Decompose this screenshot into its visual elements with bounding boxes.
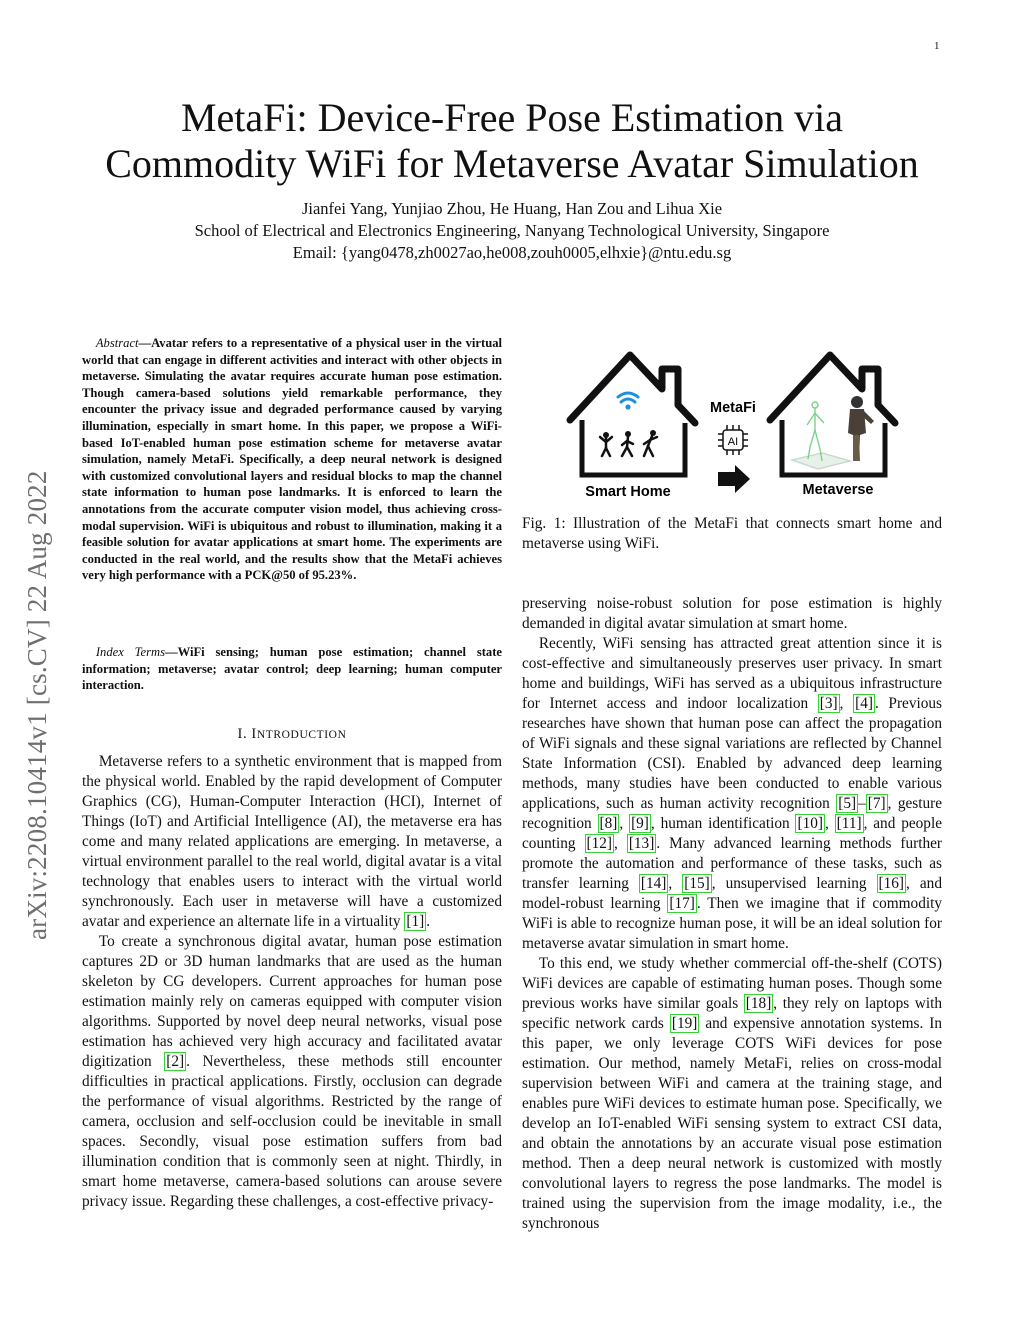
author-block [60,198,964,264]
citation-link[interactable]: [8] [599,815,618,832]
paragraph-text: . Nevertheless, these methods still encounter difficulties in practical applications. Firstly, occlusion can degrade the performance of visual algorithms. Restricted by the range of camera, occlusion and self-occlusion could be inevitable in small spaces. Secondly, visual pose estimation suffers from bad illumination condition that is commonly seen at night. Thirdly, in smart home metaverse, camera-based solutions can arouse severe privacy issue. Regarding these challenges, a cost-effective privacy- [82,1053,503,1210]
smart-home-label: Smart Home [585,484,671,500]
paper-title [60,95,964,187]
punctuation: , [824,815,835,832]
left-column-body [82,752,502,1212]
punctuation: , [619,815,630,832]
page-number: 1 [934,40,940,52]
citation-link[interactable]: [7] [867,795,886,812]
wifi-icon [618,393,638,410]
paragraph-text: , and model-robust learning [522,875,942,912]
figure-caption: Fig. 1: Illustration of the MetaFi that connects smart home and metaverse using WiFi. [522,515,942,552]
paragraph [522,634,942,954]
paragraph-text: Metaverse refers to a synthetic environment that is mapped from the physical world. Enabled by the rapid development of Computer Graphics (CG), Human-Computer Interaction (HCI), Internet of Things (IoT) and Artificial Intelligence (AI), the metaverse era has come and many related applications are emerging. In metaverse, a virtual environment parallel to the real world, digital avatar is a vital technology that enables users to interact with the virtual world synchronously. Each user in metaverse will have a customized avatar and experience an alternate life in a virtuality [82,753,502,930]
punctuation: , [668,875,683,892]
pose-skeleton-icon [792,402,850,469]
abstract-lead: Abstract [95,336,139,350]
citation-link[interactable]: [3] [819,695,838,712]
index-terms-lead: Index Terms [95,645,166,659]
paragraph-text: . Then we imagine that if commodity WiFi is able to recognize human pose, it will be an ideal solution for metaverse avatar simulation in smart home. [522,895,943,952]
figure-metafi-illustration [560,345,950,510]
title-line-2: Commodity WiFi for Metaverse Avatar Simulation [105,141,919,186]
section-title-rest: NTRODUCTION [256,729,347,741]
section-number: I. I [237,726,257,742]
punctuation: . [426,913,431,930]
avatar-figure-icon [848,396,874,461]
paragraph-text: . Previous researches have shown that human pose can affect the propagation of WiFi signals and these signal variations are reflected by Channel State Information (CSI). Enabled by advanced deep learning methods, many studies have been conducted to enable various applications, such as human activity recognition [522,695,942,812]
metaverse-label: Metaverse [802,482,874,498]
title-line-1: MetaFi: Device-Free Pose Estimation via [180,95,844,140]
punctuation: – [858,795,866,812]
citation-link[interactable]: [15] [684,875,710,892]
citation-link[interactable]: [17] [669,895,695,912]
index-terms-body: —WiFi sensing; human pose estimation; channel state information; metaverse; avatar control; deep learning; human computer interaction. [82,645,503,693]
ai-label: AI [727,436,739,448]
citation-link[interactable]: [19] [671,1015,698,1032]
index-terms [82,644,502,694]
abstract [82,335,502,584]
punctuation: , [614,835,627,852]
citation-link[interactable]: [10] [797,815,823,832]
citation-link[interactable]: [5] [838,795,857,812]
paragraph-text: , gesture recognition [522,795,942,832]
abstract-body: —Avatar refers to a representative of a physical user in the virtual world that can engage in different activities and interact with other objects in metaverse. Simulating the avatar requires accurate human pose estimation. Though camera-based solutions yield remarkable performance, they encounter the privacy issue and degraded performance caused by varying illumination, especially in smart home. In this paper, we propose a WiFi-based IoT-enabled human pose estimation scheme for metaverse avatar simulation, namely MetaFi. Specifically, a deep neural network is designed with customized convolutional layers and residual blocks to map the channel state information to human pose landmarks. It is enforced to learn the annotations from the accurate computer vision model, thus achieving cross-modal supervision. WiFi is ubiquitous and robust to illumination, making it a feasible solution for avatar applications at smart home. The experiments are conducted in the real world, and the results show that the MetaFi achieves very high performance with a PCK@50 of 95.23%. [82,336,502,583]
paragraph [522,954,942,1234]
paragraph: preserving noise-robust solution for pose estimation is highly demanded in digital avatar simulation at smart home. [522,595,942,632]
citation-link[interactable]: [9] [631,815,649,832]
arxiv-identifier: arXiv:2208.10414v1 [cs.CV] 22 Aug 2022 [22,470,52,940]
paragraph [82,752,502,932]
paragraph-text: To this end, we study whether commercial off-the-shelf (COTS) WiFi devices are capable of estimating human poses. Though some previous works have similar goals [522,955,942,1012]
paragraph-text: To create a synchronous digital avatar, human pose estimation captures 2D or 3D human landmarks that are used as the human skeleton by CG developers. Current approaches for human pose estimation mainly rely on cameras equipped with computer vision algorithms. Supported by novel deep neural networks, visual pose estimation has achieved very high accuracy and facilitated avatar digitization [82,933,502,1070]
people-icons [600,430,657,456]
citation-link[interactable]: [14] [640,875,667,892]
citation-link[interactable]: [1] [406,913,425,930]
citation-link[interactable]: [12] [586,835,613,852]
right-arrow-icon [718,465,750,493]
paragraph-text: , they rely on laptops with specific network cards [522,995,942,1032]
paragraph-text: , human identification [650,815,796,832]
email: Email: {yang0478,zh0027ao,he008,zouh0005,elhxie}@ntu.edu.sg [292,243,732,262]
paragraph [82,932,502,1212]
paragraph-text: and expensive annotation systems. In this paper, we only leverage COTS WiFi devices for pose estimation. Our method, namely MetaFi, relies on cross-modal supervision between WiFi and camera at the training stage, and enables pure WiFi devices to estimate human pose. Specifically, we develop an IoT-enabled WiFi sensing system to extract CSI data, and obtain the annotations by an accurate visual pose estimation method. Then a deep neural network is customized with mostly convolutional layers to regress the pose landmarks. The model is trained using the supervision from the image modality, i.e., the synchronous [522,1015,942,1232]
paragraph-text: . Many advanced learning methods further promote the automation and performance of these tasks, such as transfer learning [522,835,942,892]
paragraph-text: , [839,695,854,712]
citation-link[interactable]: [13] [628,835,655,852]
paragraph-text: , unsupervised learning [711,875,877,892]
right-column-body [522,594,942,1234]
metafi-label: MetaFi [710,400,756,416]
author-names: Jianfei Yang, Yunjiao Zhou, He Huang, Han Zou and Lihua Xie [301,199,723,218]
affiliation: School of Electrical and Electronics Engineering, Nanyang Technological University, Singapore [194,221,830,240]
paragraph-text: Recently, WiFi sensing has attracted great attention since it is cost-effective and simultaneously preserves user privacy. In smart home and buildings, WiFi has served as a ubiquitous infrastructure for Internet access and indoor localization [522,635,942,712]
citation-link[interactable]: [18] [745,995,772,1012]
section-heading-introduction [82,726,502,743]
citation-link[interactable]: [16] [878,875,905,892]
citation-link[interactable]: [2] [166,1053,185,1070]
citation-link[interactable]: [4] [855,695,873,712]
citation-link[interactable]: [11] [836,815,862,832]
paragraph-text: , and people counting [522,815,942,852]
